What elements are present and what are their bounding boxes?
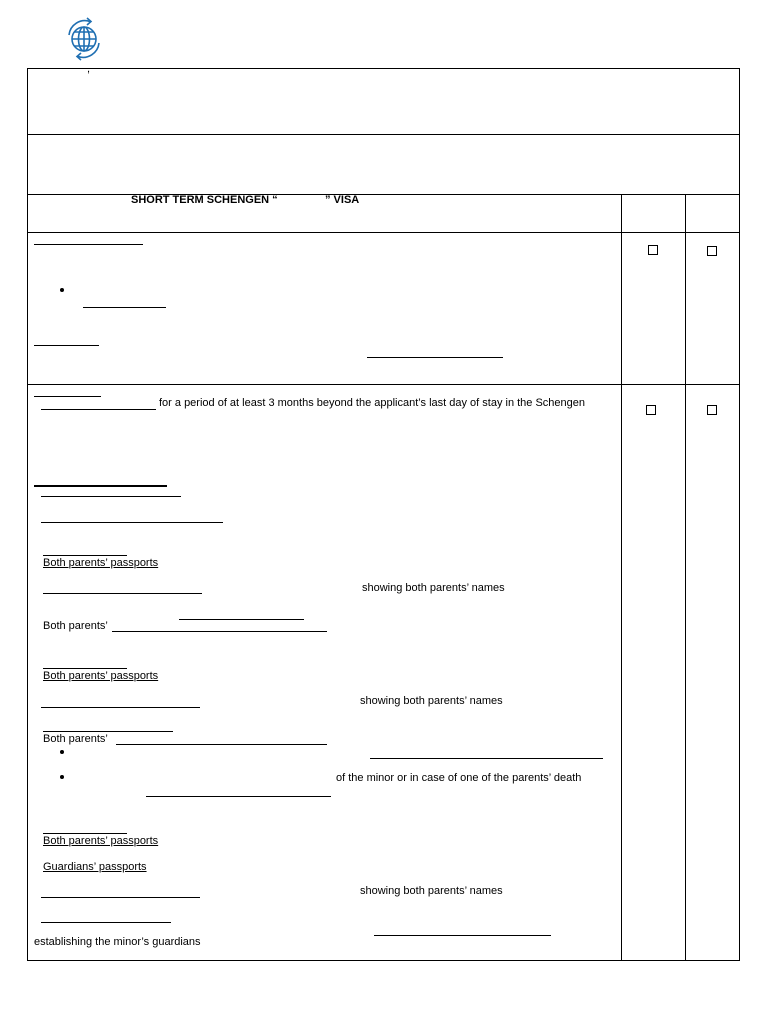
both-parents-text: Both parents’	[43, 620, 108, 632]
blank-field	[179, 619, 304, 620]
blank-field	[43, 555, 127, 556]
blank-field	[41, 522, 223, 523]
blank-field	[43, 731, 173, 732]
checkbox-no[interactable]	[707, 405, 717, 415]
both-parents-passports: Both parents’ passports	[43, 670, 159, 682]
row-divider	[27, 134, 740, 135]
blank-field	[112, 631, 327, 632]
showing-names-text: showing both parents’ names	[360, 695, 503, 707]
blank-field	[41, 922, 171, 923]
blank-field	[41, 496, 181, 497]
bullet	[60, 750, 64, 754]
blank-field	[34, 396, 101, 397]
both-parents-passports: Both parents’ passports	[43, 557, 159, 569]
globe-refresh-icon	[60, 15, 108, 63]
blank-field	[83, 307, 166, 308]
blank-field	[41, 897, 200, 898]
checkbox-yes[interactable]	[648, 245, 658, 255]
visa-heading-part2: ” VISA	[325, 194, 360, 206]
showing-names-text: showing both parents’ names	[360, 885, 503, 897]
blank-field	[116, 744, 327, 745]
blank-field	[374, 935, 551, 936]
row-divider	[27, 232, 740, 233]
blank-field	[43, 668, 127, 669]
blank-field	[370, 758, 603, 759]
blank-field	[41, 409, 156, 410]
blank-field	[367, 357, 503, 358]
blank-field	[34, 244, 143, 245]
blank-field	[34, 345, 99, 346]
column-divider	[621, 194, 622, 961]
comma-mark: ,	[87, 63, 91, 75]
bullet	[60, 775, 64, 779]
establishing-guardians-text: establishing the minor’s guardians	[34, 936, 201, 948]
both-parents-passports: Both parents’ passports	[43, 835, 159, 847]
bullet	[60, 288, 64, 292]
passport-validity-text: for a period of at least 3 months beyond the applicant’s last day of stay in the Schengen	[159, 397, 586, 409]
parents-death-text: of the minor or in case of one of the parents’ death	[336, 772, 582, 784]
checkbox-yes[interactable]	[646, 405, 656, 415]
blank-field	[146, 796, 331, 797]
both-parents-text: Both parents’	[43, 733, 108, 745]
showing-names-text: showing both parents’ names	[362, 582, 505, 594]
column-divider	[685, 194, 686, 961]
blank-field	[43, 593, 202, 594]
guardians-passports: Guardians’ passports	[43, 861, 147, 873]
checkbox-no[interactable]	[707, 246, 717, 256]
blank-field	[34, 485, 167, 487]
row-divider	[27, 384, 740, 385]
visa-heading-part1: SHORT TERM SCHENGEN “	[131, 194, 278, 206]
blank-field	[43, 833, 127, 834]
blank-field	[41, 707, 200, 708]
